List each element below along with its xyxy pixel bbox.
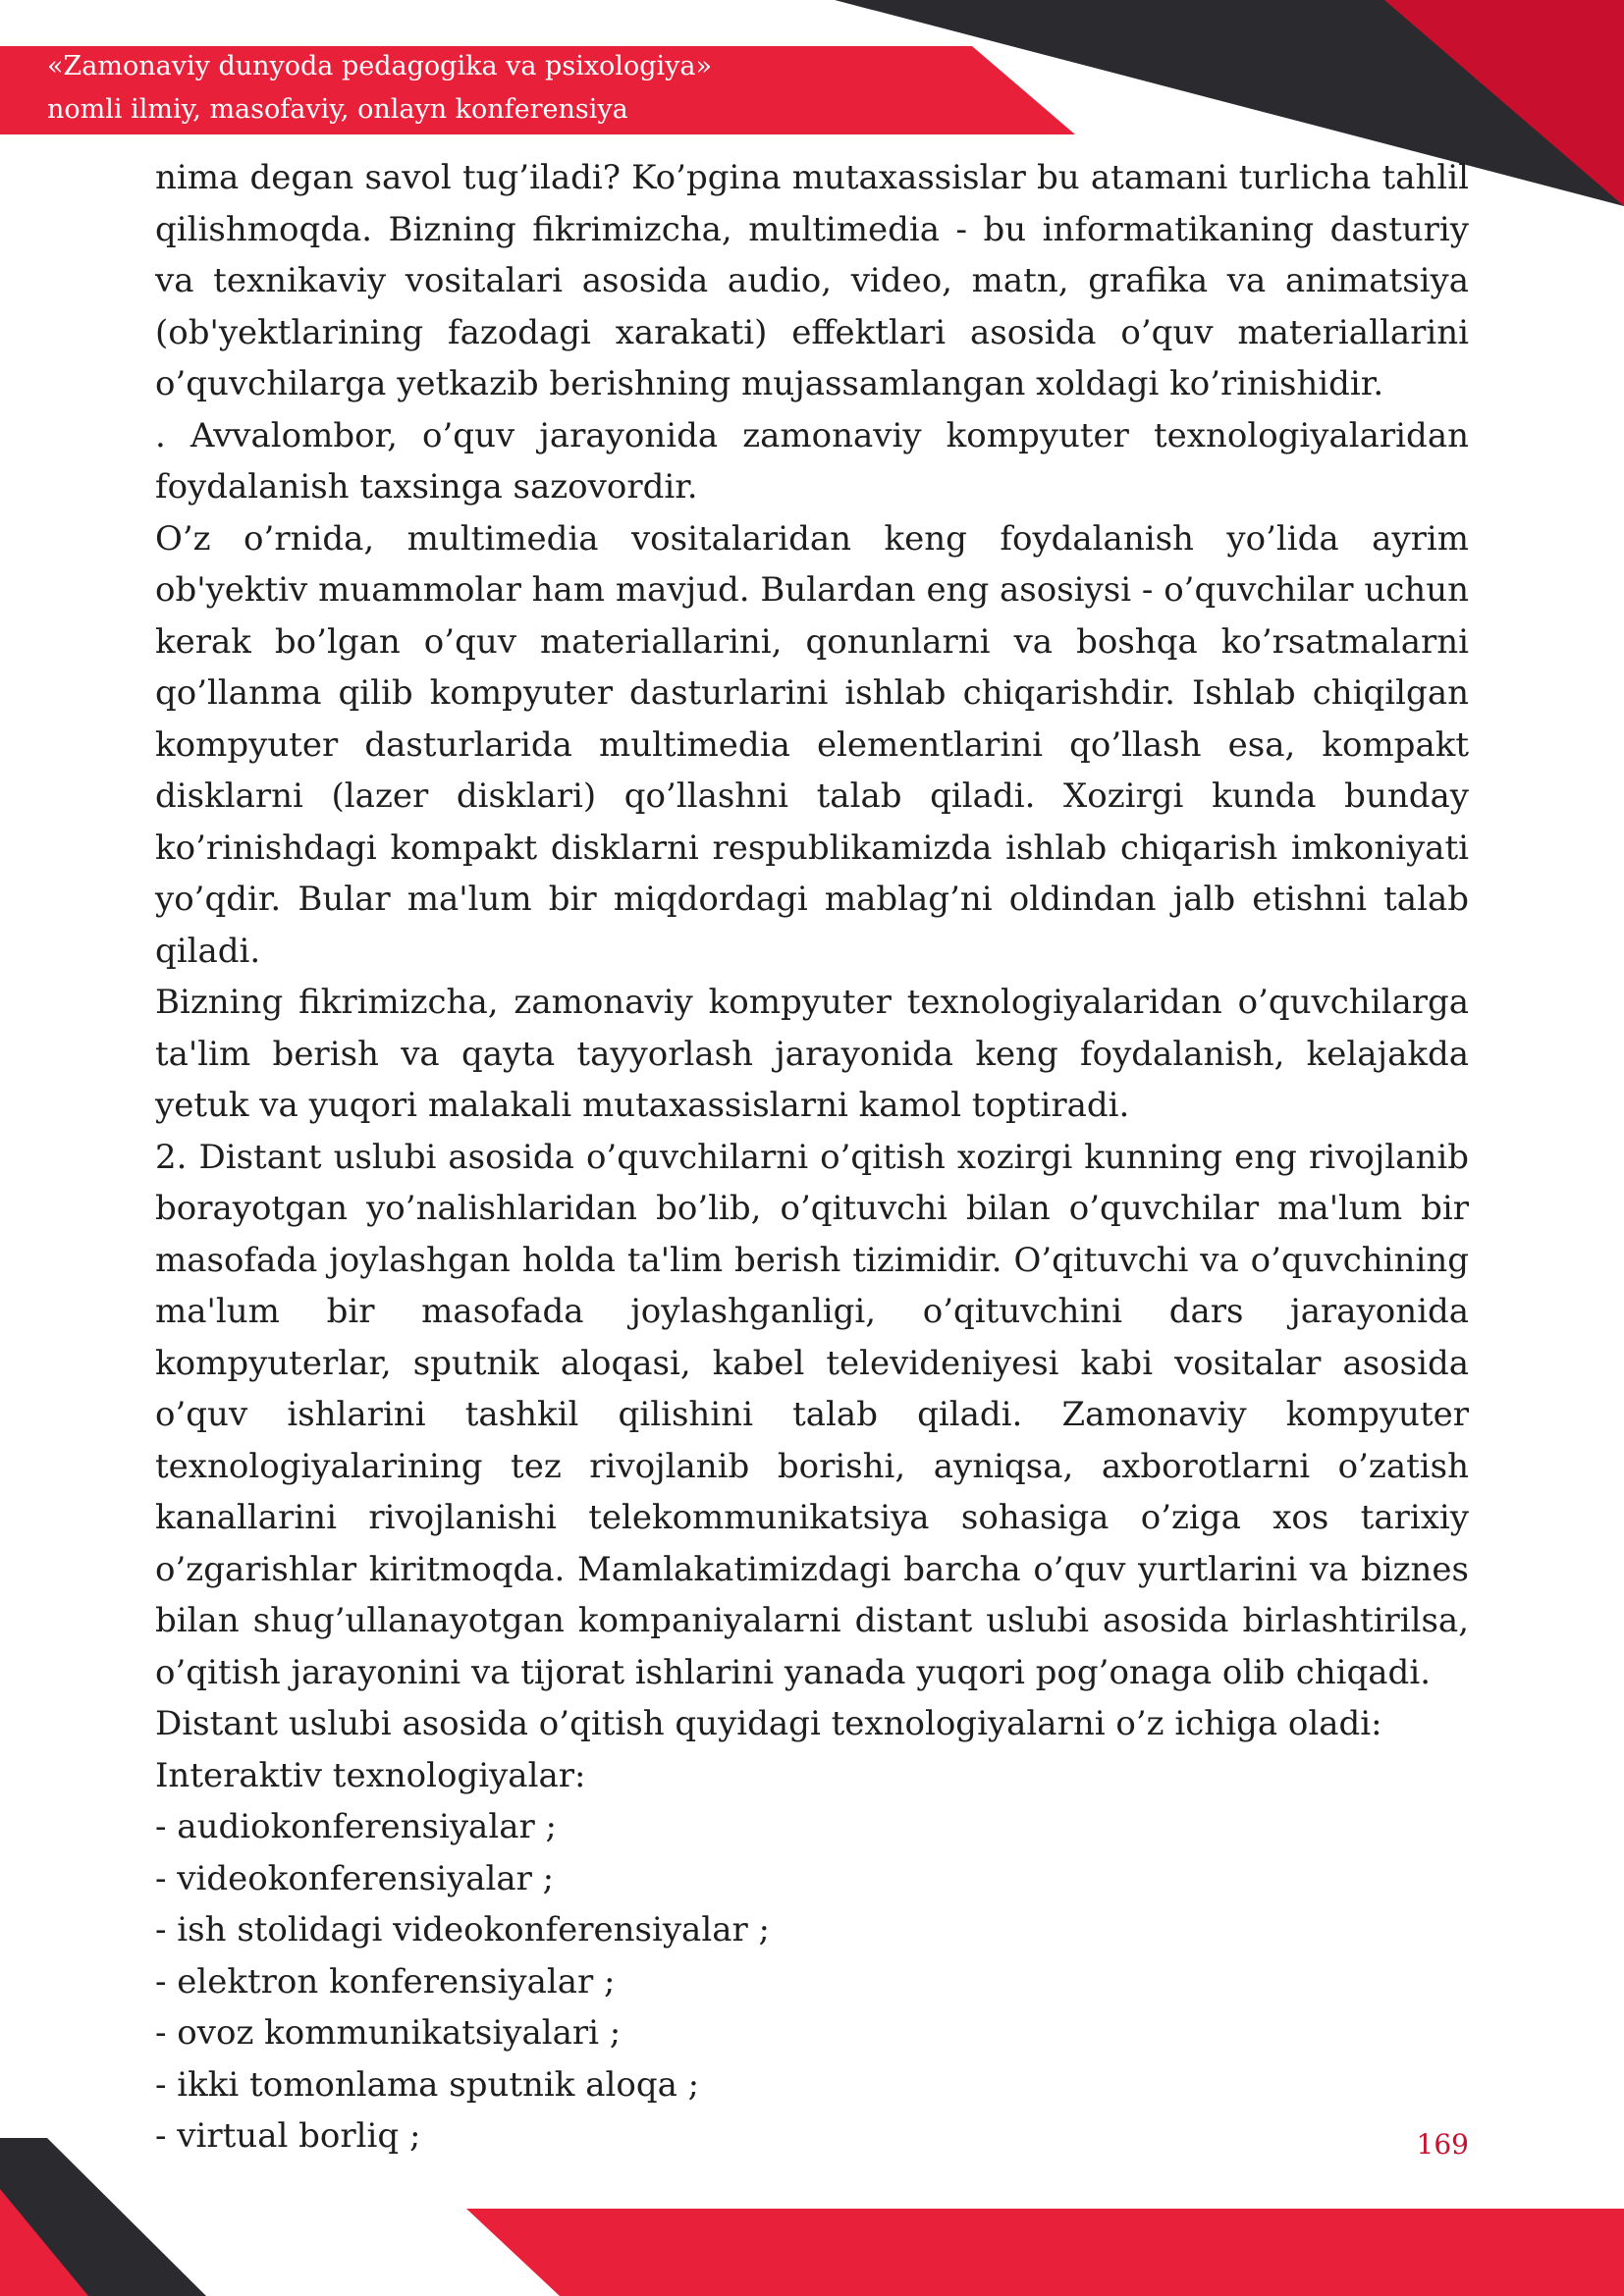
list-item: - ish stolidagi videokonferensiyalar ;	[155, 1910, 770, 1949]
article-body	[155, 152, 1469, 2163]
list-item: - ovoz kommunikatsiyalari ;	[155, 2013, 622, 2053]
list-item: - audiokonferensiyalar ;	[155, 1807, 557, 1846]
body-paragraph: nima degan savol tug’iladi? Ko’pgina mutaxassislar bu atamani turlicha tahlil qilishmoqda. Bizning fikrimizcha, multimedia - bu informatikaning dasturiy va texnikaviy vositalari asosida audio, video, matn, grafika va animatsiya (ob'yektlarining fazodagi xarakati) effektlari asosida o’quv materiallarini o’quvchilarga yetkazib berishning mujassamlangan xoldagi ko’rinishidir.	[155, 158, 1469, 403]
body-paragraph: Distant uslubi asosida o’qitish quyidagi texnologiyalarni o’z ichiga oladi:	[155, 1704, 1382, 1743]
footer-red-band	[466, 2209, 1624, 2296]
list-item: - elektron konferensiyalar ;	[155, 1961, 616, 2002]
body-paragraph: 2. Distant uslubi asosida o’quvchilarni o’qitish xozirgi kunning eng rivojlanib borayotgan yo’nalishlaridan bo’lib, o’qituvchi bilan o’quvchilar ma'lum bir masofada joylashgan holda ta'lim berish tizimidir. O’qituvchi va o’quvchining ma'lum bir masofada joylashganligi, o’qituvchini dars jarayonida kompyuterlar, sputnik aloqasi, kabel televideniyesi kabi vositalar asosida o’quv ishlarini tashkil qilishini talab qiladi. Zamonaviy kompyuter texnologiyalarining tez rivojlanib borishi, ayniqsa, axborotlarni o’zatish kanallarini rivojlanishi telekommunikatsiya sohasiga o’ziga xos tarixiy o’zgarishlar kiritmoqda. Mamlakatimizdagi barcha o’quv yurtlarini va biznes bilan shug’ullanayotgan kompaniyalarni distant uslubi asosida birlashtirilsa, o’qitish jarayonini va tijorat ishlarini yanada yuqori pog’onaga olib chiqadi.	[155, 1137, 1469, 1692]
header-title-line: «Zamonaviy dunyoda pedagogika va psixologiya»	[47, 51, 712, 81]
header-subtitle-line: nomli ilmiy, masofaviy, onlayn konferensiya	[47, 94, 628, 125]
list-item: - videokonferensiyalar ;	[155, 1858, 555, 1898]
body-paragraph: . Avvalombor, o’quv jarayonida zamonaviy kompyuter texnologiyalaridan foydalanish taxsinga sazovordir.	[155, 415, 1469, 507]
list-item: - virtual borliq ;	[155, 2116, 421, 2156]
conference-header	[47, 45, 712, 132]
list-title: Interaktiv texnologiyalar:	[155, 1755, 586, 1795]
body-paragraph: O’z o’rnida, multimedia vositalaridan keng foydalanish yo’lida ayrim ob'yektiv muammolar ham mavjud. Bulardan eng asosiysi - o’quvchilar uchun kerak bo’lgan o’quv materiallarini, qonunlarni va boshqa ko’rsatmalarni qo’llanma qilib kompyuter dasturlarini ishlab chiqarishdir. Ishlab chiqilgan kompyuter dasturlarida multimedia elementlarini qo’llash esa, kompakt disklarni (lazer disklari) qo’llashni talab qiladi. Xozirgi kunda bunday ko’rinishdagi kompakt disklarni respublikamizda ishlab chiqarish imkoniyati yo’qdir. Bular ma'lum bir miqdordagi mablag’ni oldindan jalb etishni talab qiladi.	[155, 518, 1469, 971]
page-number: 169	[1416, 2128, 1469, 2161]
body-paragraph: Bizning fikrimizcha, zamonaviy kompyuter texnologiyalaridan o’quvchilarga ta'lim berish va qayta tayyorlash jarayonida keng foydalanish, kelajakda yetuk va yuqori malakali mutaxassislarni kamol toptiradi.	[155, 983, 1469, 1125]
list-item: - ikki tomonlama sputnik aloqa ;	[155, 2064, 700, 2105]
